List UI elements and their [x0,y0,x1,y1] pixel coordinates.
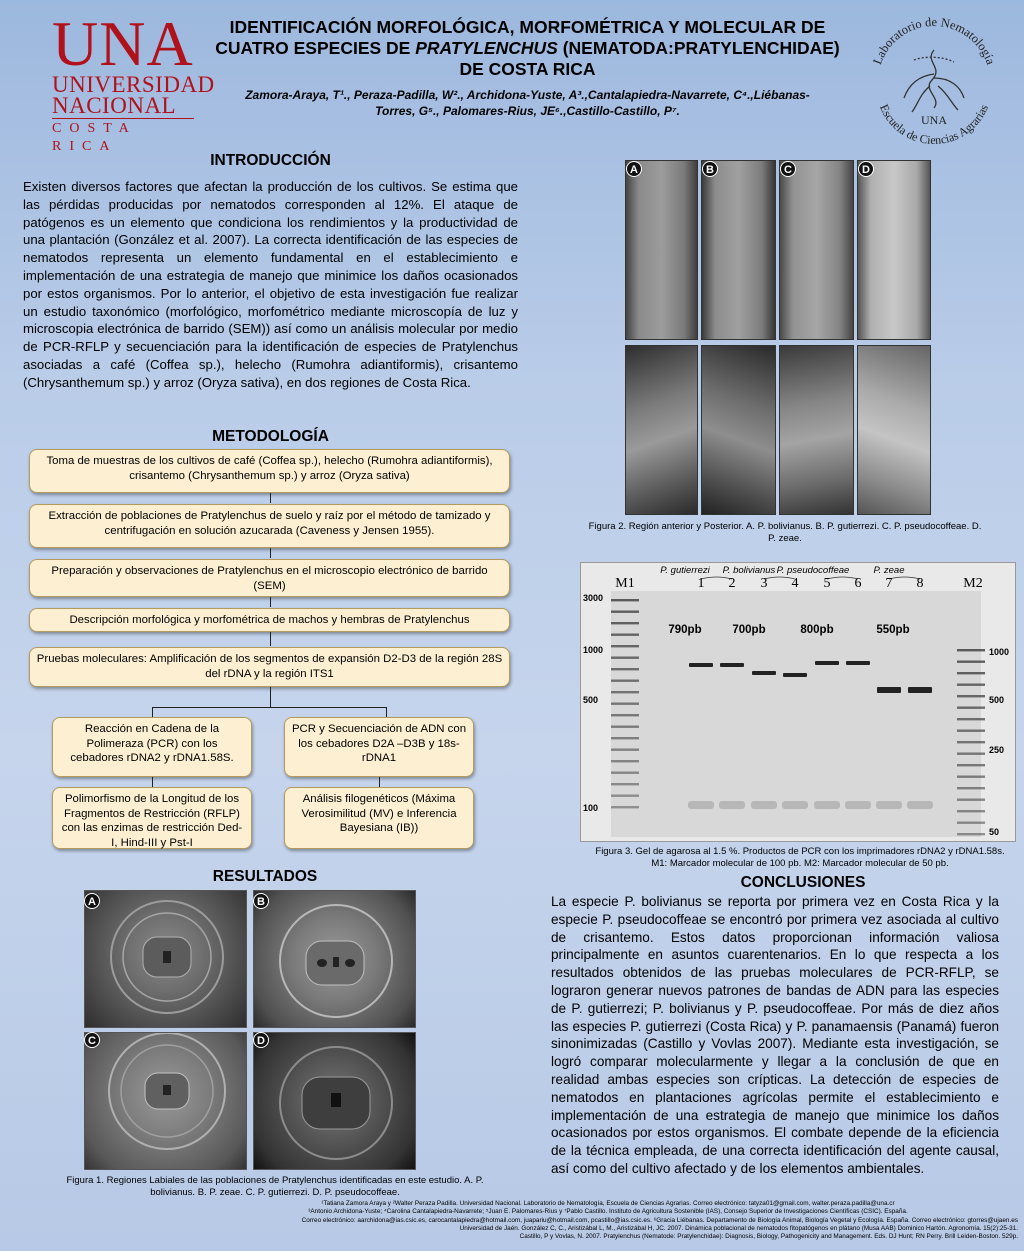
gel-marker-m1-band [611,657,639,659]
gel-marker-m1-band [611,668,639,670]
gel-marker-m1-band [611,691,639,693]
svg-text:UNA: UNA [921,113,947,127]
gel-sample-band [877,687,901,693]
figure-2-caption: Figura 2. Región anterior y Posterior. A. P. bolivianus. B. P. gutierrezi. C. P. pseudocoffeae. D. P. zeae. [588,521,982,544]
micrograph-d-posterior [857,345,931,515]
gel-marker-m2-band [957,776,985,778]
una-logo-costa-rica: COSTA RICA [52,118,194,156]
gel-marker-m1-band [611,806,639,808]
gel-lane-label: 4 [791,576,799,591]
conclusiones-title: CONCLUSIONES [740,874,866,891]
method-step-extraction: Extracción de poblaciones de Pratylenchus de suelo y raíz por el método de tamizado y centrifugación en solución azucarada (Caveness y Jensen 1955). [29,504,510,548]
title-line-1: IDENTIFICACIÓN MORFOLÓGICA, MORFOMÉTRICA Y MOLECULAR DE [229,17,826,37]
fig1-label-d: D [253,1032,269,1048]
gel-band-size-label: 790pb [668,624,702,636]
fig2-label-c: C [780,161,796,177]
gel-sample-band [846,661,870,665]
poster-title [205,17,850,80]
method-step-rflp: Polimorfismo de la Longitud de los Fragmentos de Restricción (RFLP) con las enzimas de restricción Ded-I, Hind-III y Pst-I [52,787,252,849]
fig1-label-b: B [253,893,269,909]
gel-left-marker-label: 3000 [583,593,604,603]
gel-primer-dimer [814,801,840,809]
sem-image-c [84,1032,247,1170]
gel-lane-label: 3 [760,576,768,591]
flow-connector [270,597,271,607]
footer-line-5: Castillo, P y Vovlas, N. 2007. Pratylenchus (Nematode: Pratylenchidae): Diagnosis, Biology, Pathogenicity and Management. Eds. DJ Hunt; RN Perry. Brill Leiden-Boston. 529p. [519,1233,1018,1241]
gel-lane-label: 8 [916,576,924,591]
gel-lane-label: 2 [728,576,736,591]
flow-connector [270,632,271,646]
gel-left-marker-label: 100 [583,803,599,813]
gel-marker-m1-band [611,783,639,785]
fig1-label-a: A [84,893,100,909]
flow-connector [270,493,271,503]
gel-primer-dimer [845,801,871,809]
gel-marker-m1-band [611,645,639,647]
micrograph-d-anterior [857,160,931,340]
gel-marker-m1-band [611,714,639,716]
gel-lane-label: 7 [885,576,893,591]
gel-marker-m2-band [957,649,985,651]
method-step-description: Descripción morfológica y morfométrica de machos y hembras de Pratylenchus [29,608,510,632]
method-step-sequencing: PCR y Secuenciación de ADN con los cebadores D2A –D3B y 18s-rDNA1 [284,717,474,777]
sem-image-d-drawing [254,1033,416,1170]
gel-right-marker-label: 50 [989,827,1000,837]
flow-connector [270,687,271,707]
sem-image-c-drawing [85,1033,247,1170]
method-step-sem: Preparación y observaciones de Pratylenchus en el microscopio electrónico de barrido (SEM) [29,559,510,597]
flow-connector [379,777,380,787]
gel-marker-m1-band [611,680,639,682]
gel-band-size-label: 550pb [876,624,910,636]
una-logo-nacional: NACIONAL [52,93,177,118]
nematology-lab-seal [864,12,1004,152]
gel-marker-m1-band [611,760,639,762]
sem-image-a [84,890,247,1028]
figure-1-caption: Figura 1. Regiones Labiales de las poblaciones de Pratylenchus identificadas en este estudio. A. P. bolivianus. B. P. zeae. C. P. gutierrezi. D. P. pseudocoffeae. [66,1175,484,1198]
gel-lane-label: 1 [697,576,705,591]
svg-text:Laboratorio de Nematología: Laboratorio de Nematología [870,14,998,67]
gel-sample-band [783,673,807,677]
gel-marker-m1-band [611,795,639,797]
gel-species-bracket [889,577,920,579]
flow-connector [152,777,153,787]
resultados-title: RESULTADOS [212,868,318,885]
flow-connector [386,707,387,717]
introduccion-title: INTRODUCCIÓN [210,152,331,169]
gel-marker-m2-band [957,695,985,697]
conclusiones-text: La especie P. bolivianus se reporta por primera vez en Costa Rica y la especie P. pseudocoffeae se encontró por primera vez asociada al cultivo de crisantemo. Estos datos proporcionan información valiosa principalmente en asuntos cuarentenarios. En lo que respecta a los resultados obtenidos de las pruebas moleculares de PCR-RFLP, se lograron generar nuevos patrones de bandas de ADN para las especies de P. gutierrezi; P. bolivianus y P. pseudocoffeae. Por más de diez años las especies P. gutierrezi (Costa Rica) y P. panamaensis (Panamá) fueron sinonimizadas (Castillo y Vovlas 2007). Mediante esta investigación, se logró comparar molecularmente y llegar a la conclusión de que en realidad ambas especies son crípticas. La detección de especies de nematodos en plantaciones agrícolas permite el establecimiento e implementación de una estrategia de manejo que minimice los daños ocasionados por estos organismos. El combate depende de la eficiencia de la técnica empleada, de una correcta identificación del agente causal, así como del cultivo afectado y de los elementos ambientales. [551,894,999,1176]
micrograph-a-posterior [625,345,698,515]
gel-marker-m2-band [957,672,985,674]
gel-lane-label: M2 [963,576,983,591]
gel-sample-band [815,661,839,665]
gel-band-size-label: 800pb [800,624,834,636]
gel-lane-label: 6 [854,576,862,591]
gel-primer-dimer [876,801,902,809]
gel-marker-m2-band [957,753,985,755]
gel-marker-m1-band [611,749,639,751]
footer-line-1: ¹Tatiana Zamora Araya y ²Walter Peraza Padilla. Universidad Nacional. Laboratorio de Nematología, Escuela de Ciencias Agrarias. Correo electrónico: tatyza01@gmail.com, walter.peraza.padilla@una.cr [321,1200,895,1207]
fig2-label-d: D [858,161,874,177]
gel-marker-m2-band [957,822,985,824]
gel-marker-m1-band [611,772,639,774]
flow-connector [270,548,271,558]
gel-primer-dimer [907,801,933,809]
method-step-phylogenetics: Análisis filogenéticos (Máxima Verosimilitud (MV) e Inferencia Bayesiana (IB)) [284,787,474,849]
una-logo-universidad: UNIVERSIDAD [52,72,215,97]
micrograph-a-anterior [625,160,698,340]
sem-image-b-drawing [254,891,416,1028]
method-step-sampling: Toma de muestras de los cultivos de café (Coffea sp.), helecho (Rumohra adiantiformis), crisantemo (Chrysanthemum sp.) y arroz (Oryza sativa) [29,449,510,493]
introduccion-text: Existen diversos factores que afectan la producción de los cultivos. Se estima que las pérdidas producidas por nematodos corresponden al 12%. El ataque de patógenos es un elemento que condiciona los rendimientos y la productividad de una plantación (González et al. 2007). La correcta identificación de las especies de nematodos representa un elemento fundamental en el establecimiento e implementación de una estrategia de manejo que minimice los daños ocasionados por estos organismos. Por lo anterior, el objetivo de esta investigación fue realizar un estudio taxonómico (morfológico, morfométrico mediante microscopía de luz y microscopia electrónica de barrido (SEM)) así como un análisis molecular por medio de PCR-RFLP y secuenciación para la identificación de especies de Pratylenchus asociadas a café (Coffea sp.), helecho (Rumohra adiantiformis), crisantemo (Chrysanthemum sp.) y arroz (Oryza sativa), en dos regiones de Costa Rica. [23,179,518,390]
flow-connector [152,707,153,717]
micrograph-b-anterior [701,160,776,340]
gel-marker-m1-band [611,622,639,624]
gel-marker-m2-band [957,730,985,732]
gel-lane-label: M1 [615,576,635,591]
micrograph-c-anterior [779,160,854,340]
title-line-2: CUATRO ESPECIES DE PRATYLENCHUS (NEMATODA:PRATYLENCHIDAE) [215,38,840,58]
gel-marker-m1-band [611,737,639,739]
gel-primer-dimer [688,801,714,809]
figure-3-caption: Figura 3. Gel de agarosa al 1.5 %. Productos de PCR con los imprimadores rDNA2 y rDNA1.58s. M1: Marcador molecular de 100 pb. M2: Marcador molecular de 50 pb. [595,846,1005,869]
gel-species-bracket [701,577,732,579]
sem-image-a-drawing [85,891,247,1028]
gel-sample-band [752,671,776,675]
agarose-gel-figure [580,562,1016,842]
gel-species-label: P. bolivianus [722,565,776,576]
gel-marker-m2-band [957,718,985,720]
gel-marker-m2-band [957,799,985,801]
sem-image-d [253,1032,416,1170]
gel-right-marker-label: 1000 [989,647,1010,657]
gel-marker-m2-band [957,764,985,766]
gel-marker-m1-band [611,611,639,613]
gel-right-marker-label: 500 [989,695,1005,705]
gel-primer-dimer [782,801,808,809]
gel-species-bracket [764,577,795,579]
fig2-label-a: A [626,161,642,177]
gel-species-label: P. gutierrezi [660,565,710,576]
micrograph-b-posterior [701,345,776,515]
gel-marker-m2-band [957,810,985,812]
gel-sample-band [908,687,932,693]
footer-line-2: ³Antonio Archidona-Yuste; ⁴Carolina Cantalapiedra-Navarrete; ⁵Juan E. Palomares-Rius y ⁷Pablo Castillo. Instituto de Agricultura Sostenible (IAS), Consejo Superior de Investigaciones Científicas (CSIC). España. [308,1208,908,1216]
gel-sample-band [720,663,744,667]
agarose-gel-image [581,563,1017,843]
gel-marker-m1-band [611,703,639,705]
gel-sample-band [689,663,713,667]
gel-species-bracket [827,577,858,579]
fig1-label-c: C [84,1032,100,1048]
gel-body [611,591,981,837]
gel-marker-m2-band [957,741,985,743]
micrograph-c-posterior [779,345,854,515]
fig2-label-b: B [702,161,718,177]
nematology-lab-logo [864,12,1004,152]
footer-line-3: Correo electrónico: aarchidona@ias.csic.es, carocantalapiedra@hotmail.com, juapariu@hotmail.com, pcastillo@ias.csic.es. ⁶Gracia Liébanas. Departamento de Biología Animal, Biología Vegetal y Ecología. España. Correo electrónico: gtorres@ujaen.es [301,1216,1018,1224]
gel-lane-label: 5 [823,576,831,591]
metodologia-title: METODOLOGÍA [212,428,329,445]
gel-marker-m1-band [611,599,639,601]
authors: Zamora-Araya, T¹., Peraza-Padilla, W²., Archidona-Yuste, A³.,Cantalapiedra-Navarrete, C⁴.,Liébanas- Torres, G⁵., Palomares-Rius, JE⁶.,Castillo-Castillo, P⁷. [245,88,810,118]
gel-species-label: P. zeae [873,565,905,576]
flow-branch [152,707,387,708]
footer-references [198,1200,1018,1241]
gel-species-label: P. pseudocoffeae [776,565,850,576]
method-step-molecular: Pruebas moleculares: Amplificación de los segmentos de expansión D2-D3 de la región 28S del rDNA y la región ITS1 [29,647,510,687]
gel-band-size-label: 700pb [732,624,766,636]
gel-marker-m2-band [957,833,985,835]
footer-line-4: Universidad de Jaén. González C, C., Aristizábal L, M., Aristizábal H, JC. 2007. Dinámica poblacional de nematodos fitopatógenos en plátano (Musa AAB) Dominico Hartón. Agronomía. 15(2):25-31. [459,1224,1018,1232]
una-logo-mark: UNA [52,8,194,79]
gel-right-marker-label: 250 [989,745,1005,755]
gel-left-marker-label: 1000 [583,645,604,655]
gel-marker-m2-band [957,707,985,709]
gel-primer-dimer [719,801,745,809]
method-step-pcr: Reacción en Cadena de la Polimeraza (PCR) con los cebadores rDNA2 y rDNA1.58S. [52,717,252,777]
svg-text:Escuela de Ciencias Agrarias: Escuela de Ciencias Agrarias [876,102,992,148]
gel-marker-m2-band [957,787,985,789]
gel-primer-dimer [751,801,777,809]
title-line-3: DE COSTA RICA [459,59,596,79]
sem-image-b [253,890,416,1028]
gel-left-marker-label: 500 [583,695,599,705]
gel-marker-m2-band [957,661,985,663]
gel-marker-m1-band [611,726,639,728]
gel-marker-m2-band [957,684,985,686]
gel-marker-m1-band [611,634,639,636]
una-logo [52,8,215,154]
